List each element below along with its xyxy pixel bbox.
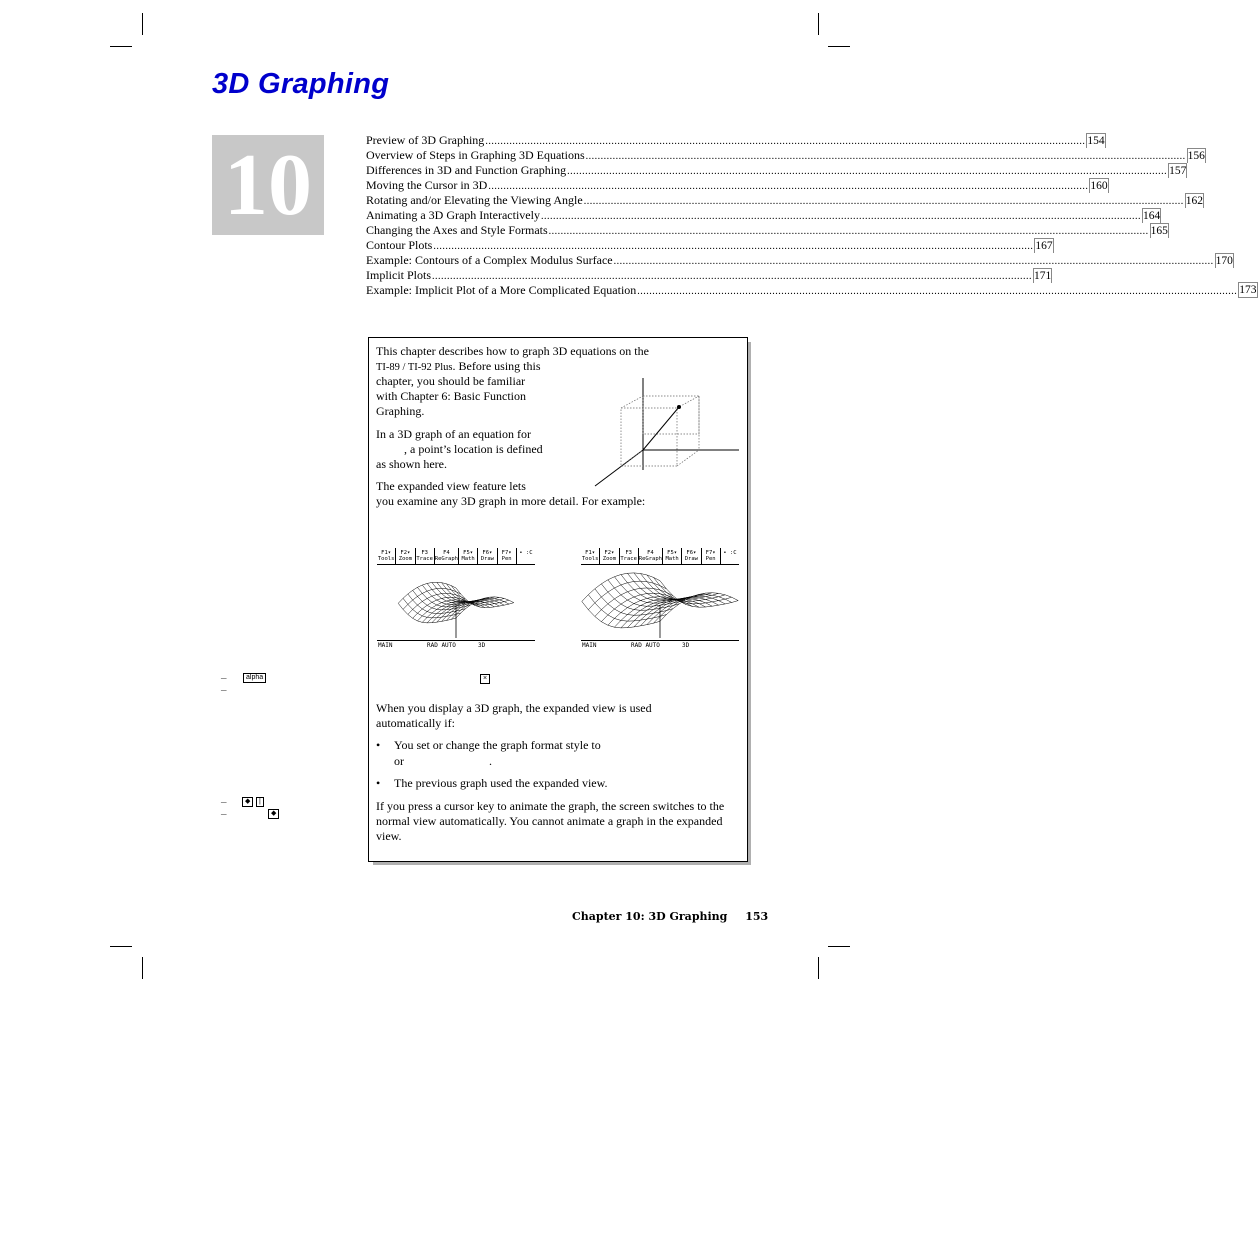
calc-tab: F7▾ Pen (701, 548, 720, 564)
toc-page-number: 157 (1169, 165, 1187, 177)
bullet-1-line-2: or (394, 754, 404, 768)
calc-tab: F5▾ Math (458, 548, 477, 564)
intro-p3-line-1: The expanded view feature lets (376, 479, 526, 493)
intro-p3-line-2: you examine any 3D graph in more detail. For example: (376, 494, 646, 508)
crop-mark (142, 957, 143, 979)
calc-screen-expanded (581, 548, 739, 650)
toc-row[interactable] (366, 178, 1108, 193)
toc-page-number: 165 (1150, 225, 1168, 237)
toc-entry-title: Rotating and/or Elevating the Viewing Angle (366, 193, 583, 207)
margin-dash: – (221, 672, 227, 684)
intro-p2-line-2: , a point’s location is defined (404, 442, 543, 456)
calc-tab: F6▾ Draw (477, 548, 496, 564)
calc-tab: F2▾ Zoom (395, 548, 414, 564)
toc-page-number: 170 (1215, 255, 1233, 267)
toc-entry-title: Example: Implicit Plot of a More Complicated Equation (366, 283, 637, 297)
alpha-key: alpha (243, 673, 266, 683)
toc-entry-title: Animating a 3D Graph Interactively (366, 208, 540, 222)
toc-leader-dots: ........................................................................................................................................................................................................ (613, 256, 1214, 267)
bullet-2: The previous graph used the expanded view. (394, 776, 608, 790)
status-angle: RAD AUTO (631, 642, 660, 649)
toc-row[interactable] (366, 148, 1205, 163)
toc-row[interactable] (366, 133, 1105, 148)
mesh-line (398, 582, 456, 603)
intro-line-1: This chapter describes how to graph 3D equations on the (376, 344, 649, 358)
status-angle: RAD AUTO (427, 642, 456, 649)
toc-page-number: 167 (1035, 240, 1053, 252)
calc-tab: F2▾ Zoom (599, 548, 618, 564)
expanded-p1: When you display a 3D graph, the expanded view is used automatically if: (376, 701, 652, 730)
calc-tab: • :C (516, 548, 535, 564)
calc-toolbar (377, 548, 535, 565)
toc-page-number: 154 (1087, 135, 1105, 147)
footer-page-number: 153 (745, 910, 769, 923)
calc-tab: • :C (720, 548, 739, 564)
bullet-2-marker: • (376, 776, 381, 790)
toc-page-number: 160 (1090, 180, 1108, 192)
toc-leader-dots: ........................................................................................................................................................................................................ (433, 241, 1034, 252)
calc-tab: F6▾ Draw (681, 548, 700, 564)
toc-leader-dots: ........................................................................................................................................................................................................ (540, 211, 1141, 222)
crop-mark (110, 46, 132, 47)
toc-row[interactable] (366, 268, 1052, 283)
status-graph: 3D (478, 642, 486, 649)
margin-dash: – (221, 796, 227, 808)
calc-tab: F3 Trace (620, 550, 637, 562)
surface-plot-normal (377, 565, 535, 640)
mesh-line (647, 596, 725, 625)
surface-plot-expanded (581, 565, 739, 640)
calc-tab: F4 ReGraph (434, 550, 458, 562)
toc-leader-dots: ........................................................................................................................................................................................................ (585, 151, 1186, 162)
status-graph: 3D (682, 642, 690, 649)
toc-entry-title: Example: Contours of a Complex Modulus Surface (366, 253, 613, 267)
calc-tab: F5▾ Math (662, 548, 681, 564)
page-footer (572, 910, 768, 923)
calc-screen-normal (377, 548, 535, 650)
calc-tab: F1▾ Tools (377, 550, 395, 562)
calc-toolbar (581, 548, 739, 565)
status-mode: MAIN (378, 642, 393, 649)
crop-mark (818, 957, 819, 979)
toc-leader-dots: ........................................................................................................................................................................................................ (488, 181, 1089, 192)
bullet-1-marker: • (376, 738, 381, 752)
margin-dash: – (221, 808, 227, 820)
mesh-line (634, 598, 712, 627)
mesh-line (446, 599, 504, 620)
toc-entry-title: Moving the Cursor in 3D (366, 178, 488, 192)
intro-p2-line-1: In a 3D graph of an equation for (376, 427, 531, 441)
calc-tab: F4 ReGraph (638, 550, 662, 562)
toc-row[interactable] (366, 163, 1187, 178)
diamond-key: ◆ (242, 797, 253, 807)
bullet-1-line-1: You set or change the graph format style to (394, 738, 601, 752)
calc-tab: F1▾ Tools (581, 550, 599, 562)
intro-line-3: chapter, you should be familiar (376, 374, 526, 388)
3d-axes-diagram (587, 374, 743, 499)
intro-line-2 (376, 359, 541, 375)
toc-leader-dots: ........................................................................................................................................................................................................ (567, 166, 1168, 177)
margin-dash: – (221, 684, 227, 696)
device-name: TI-89 / TI-92 Plus (376, 362, 453, 373)
chapter-title: 3D Graphing (212, 68, 390, 100)
mesh-line (432, 602, 490, 623)
crop-mark (110, 946, 132, 947)
toc-row[interactable] (366, 193, 1203, 208)
bar-key: | (256, 797, 264, 807)
mesh-line (640, 573, 718, 599)
crop-mark (828, 46, 850, 47)
mesh-line (621, 575, 699, 601)
intro-box (368, 337, 748, 862)
mesh-line (582, 573, 660, 602)
toc-row[interactable] (366, 283, 1257, 298)
toc-row[interactable] (366, 223, 1168, 238)
intro-line-4: with Chapter 6: Basic Function (376, 389, 526, 403)
toc-page-number: 164 (1142, 210, 1161, 222)
chapter-number: 10 (224, 137, 312, 234)
toc-entry-title: Differences in 3D and Function Graphing (366, 163, 567, 177)
toc-page-number: 173 (1239, 284, 1257, 296)
calc-status-bar (377, 640, 535, 650)
chapter-number-block (212, 135, 324, 235)
toc-leader-dots: ........................................................................................................................................................................................................ (485, 136, 1086, 147)
toc-row[interactable] (366, 208, 1161, 223)
toc-row[interactable] (366, 253, 1233, 268)
toc-page-number: 162 (1185, 195, 1203, 207)
calc-tab: F3 Trace (416, 550, 433, 562)
bullet-1-line-2-end: . (489, 754, 492, 768)
diamond-key: ◆ (268, 809, 279, 819)
toc-entry-title: Changing the Axes and Style Formats (366, 223, 548, 237)
table-of-contents (366, 133, 1257, 298)
toc-leader-dots: ........................................................................................................................................................................................................ (637, 286, 1238, 297)
intro-line-5: Graphing. (376, 404, 425, 418)
expanded-p2: If you press a cursor key to animate the graph, the screen switches to the normal view automatically. You cannot animate a graph in the expanded view. (376, 799, 725, 843)
toc-page-number: 171 (1034, 270, 1052, 282)
toc-page-number: 156 (1187, 150, 1205, 162)
toc-entry-title: Overview of Steps in Graphing 3D Equations (366, 148, 585, 162)
status-mode: MAIN (582, 642, 597, 649)
toc-entry-title: Implicit Plots (366, 268, 432, 282)
toc-row[interactable] (366, 238, 1053, 253)
toc-entry-title: Preview of 3D Graphing (366, 133, 485, 147)
intro-p2-line-3: as shown here. (376, 457, 447, 471)
calc-tab: F7▾ Pen (497, 548, 516, 564)
mesh-line (627, 599, 705, 628)
toc-entry-title: Contour Plots (366, 238, 433, 252)
toc-leader-dots: ........................................................................................................................................................................................................ (583, 196, 1184, 207)
calc-status-bar (581, 640, 739, 650)
crop-mark (828, 946, 850, 947)
toc-leader-dots: ........................................................................................................................................................................................................ (432, 271, 1033, 282)
crop-mark (142, 13, 143, 35)
toc-leader-dots: ........................................................................................................................................................................................................ (548, 226, 1149, 237)
times-key: × (480, 674, 490, 684)
intro-line-2-text: . Before using this (452, 359, 541, 373)
footer-chapter: Chapter 10: 3D Graphing (572, 910, 728, 923)
crop-mark (818, 13, 819, 35)
